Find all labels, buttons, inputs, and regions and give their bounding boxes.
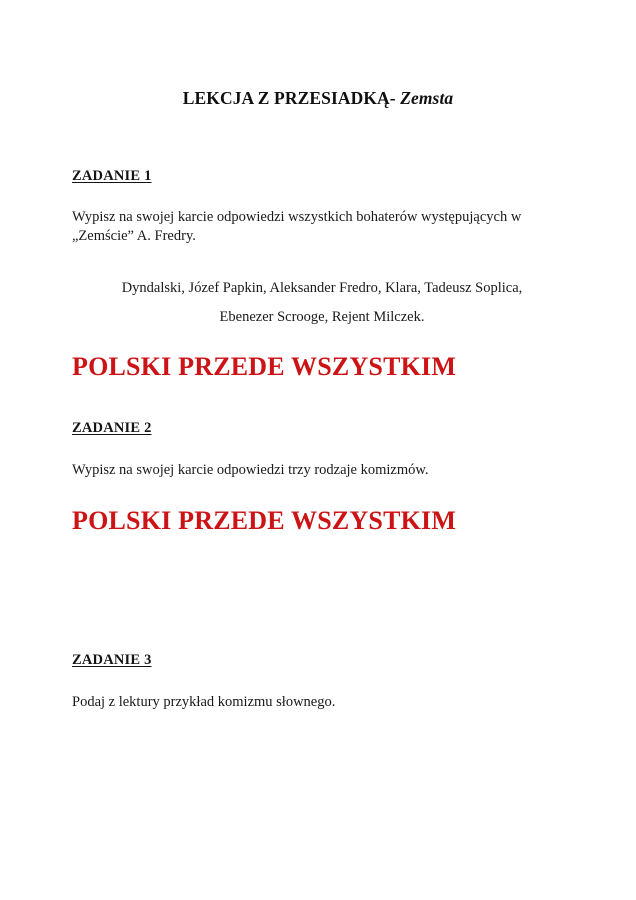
slogan-banner-2: POLSKI PRZEDE WSZYSTKIM	[72, 506, 457, 535]
task-1-answer-line-1: Dyndalski, Józef Papkin, Aleksander Fredro, Klara, Tadeusz Soplica,	[121, 279, 523, 296]
task-heading-2	[72, 419, 152, 437]
task-body-3: Podaj z lektury przykład komizmu słownego.	[72, 693, 336, 710]
task-body-1: Wypisz na swojej karcie odpowiedzi wszystkich bohaterów występujących w „Zemście” A. Fredry.	[72, 208, 522, 244]
slogan-banner-1: POLSKI PRZEDE WSZYSTKIM	[72, 352, 457, 381]
task-heading-1-label: ZADANIE 1	[72, 168, 152, 184]
task-1-answer-line-2: Ebenezer Scrooge, Rejent Milczek.	[219, 308, 425, 325]
task-heading-3	[72, 651, 152, 669]
task-heading-1	[72, 167, 152, 185]
page-title-work-name: Zemsta	[400, 87, 454, 108]
task-heading-2-label: ZADANIE 2	[72, 420, 152, 436]
task-body-2: Wypisz na swojej karcie odpowiedzi trzy rodzaje komizmów.	[72, 461, 429, 478]
page-title	[0, 88, 636, 109]
task-heading-3-label: ZADANIE 3	[72, 652, 152, 668]
page-title-main: LEKCJA Z PRZESIADKĄ-	[182, 87, 401, 108]
